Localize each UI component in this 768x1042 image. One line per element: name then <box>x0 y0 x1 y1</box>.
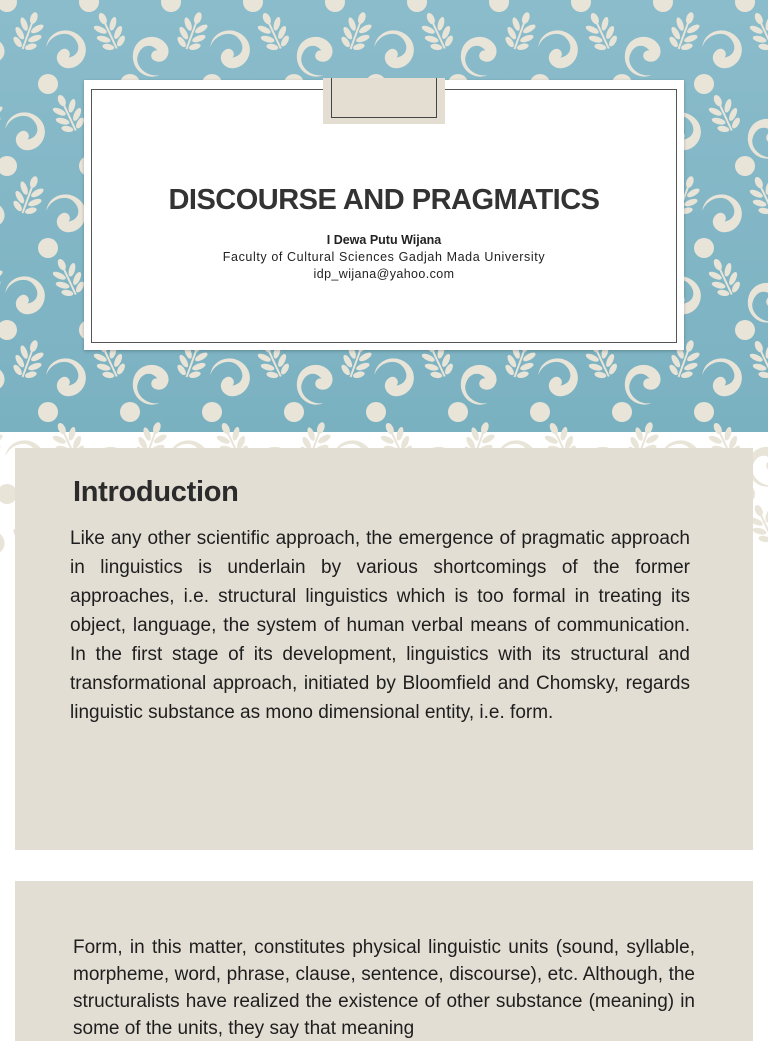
paisley-icon <box>0 30 11 82</box>
leaf-sprig-icon <box>742 7 768 56</box>
paisley-icon <box>0 522 11 574</box>
dot-icon <box>202 402 222 422</box>
dot-icon <box>38 74 58 94</box>
paisley-icon <box>2 105 52 157</box>
leaf-sprig-icon <box>664 7 706 55</box>
paisley-icon <box>289 30 339 82</box>
author-affiliation: Faculty of Cultural Sciences Gadjah Mada University <box>222 250 546 264</box>
dot-icon <box>735 0 755 12</box>
dot-icon <box>243 0 263 12</box>
leaf-sprig-icon <box>701 89 746 138</box>
dot-icon <box>407 0 427 12</box>
paisley-icon <box>125 358 175 410</box>
continuation-slide <box>15 881 753 1041</box>
dot-icon <box>284 402 304 422</box>
dot-icon <box>0 320 17 340</box>
leaf-sprig-icon <box>414 7 459 56</box>
title-meta <box>84 232 684 283</box>
paisley-icon <box>289 358 339 410</box>
dot-icon <box>612 402 632 422</box>
paisley-icon <box>125 30 175 82</box>
leaf-sprig-icon <box>742 171 768 220</box>
dot-icon <box>0 156 17 176</box>
paisley-icon <box>453 358 503 410</box>
paisley-icon <box>699 351 749 403</box>
paisley-icon <box>740 112 768 164</box>
dot-icon <box>325 0 345 12</box>
dot-icon <box>694 402 714 422</box>
paisley-icon <box>371 23 421 75</box>
dot-icon <box>735 320 755 340</box>
author-email: idp_wijana@yahoo.com <box>313 267 455 281</box>
dot-icon <box>366 402 386 422</box>
leaf-sprig-icon <box>0 253 9 301</box>
paisley-icon <box>43 351 93 403</box>
paisley-icon <box>740 276 768 328</box>
leaf-sprig-icon <box>0 417 9 465</box>
title-slide <box>0 0 768 432</box>
dot-icon <box>38 238 58 258</box>
dot-icon <box>38 402 58 422</box>
leaf-sprig-icon <box>172 7 214 55</box>
title-card-tab-frame <box>331 78 437 118</box>
leaf-sprig-icon <box>336 7 378 55</box>
paisley-icon <box>699 23 749 75</box>
title-card <box>84 80 684 350</box>
leaf-sprig-icon <box>701 253 746 302</box>
dot-icon <box>79 0 99 12</box>
dot-icon <box>120 402 140 422</box>
author-name: I Dewa Putu Wijana <box>326 233 442 247</box>
paisley-icon <box>207 351 257 403</box>
dot-icon <box>571 0 591 12</box>
dot-icon <box>448 402 468 422</box>
introduction-heading: Introduction <box>73 476 239 508</box>
introduction-body: Like any other scientific approach, the emergence of pragmatic approach in linguistics is underlain by various shortcomings of the former approaches, i.e. structural linguistics which is too formal in treating its object, language, the system of human verbal means of communication. In the first stage of its development, linguistics with its structural and transformational approach, initiated by Bloomfield and Chomsky, regards linguistic substance as mono dimensional entity, i.e. form. <box>70 528 690 723</box>
leaf-sprig-icon <box>742 335 768 384</box>
dot-icon <box>161 0 181 12</box>
leaf-sprig-icon <box>0 89 9 137</box>
paisley-icon <box>453 30 503 82</box>
dot-icon <box>735 156 755 176</box>
leaf-sprig-icon <box>86 7 131 56</box>
paisley-icon <box>699 187 749 239</box>
paisley-icon <box>535 23 585 75</box>
dot-icon <box>489 0 509 12</box>
leaf-sprig-icon <box>8 171 50 219</box>
paisley-icon <box>0 358 11 410</box>
dot-icon <box>694 74 714 94</box>
dot-icon <box>694 238 714 258</box>
introduction-slide <box>15 448 753 850</box>
paisley-icon <box>371 351 421 403</box>
leaf-sprig-icon <box>8 7 50 55</box>
dot-icon <box>653 0 673 12</box>
paisley-icon <box>0 194 11 246</box>
paisley-icon <box>535 351 585 403</box>
dot-icon <box>0 0 17 12</box>
paisley-icon <box>207 23 257 75</box>
leaf-sprig-icon <box>578 7 623 56</box>
paisley-icon <box>2 269 52 321</box>
title-card-tab <box>323 78 445 124</box>
paisley-icon <box>617 358 667 410</box>
leaf-sprig-icon <box>8 335 50 383</box>
slide-title: DISCOURSE AND PRAGMATICS <box>168 184 600 216</box>
leaf-sprig-icon <box>250 7 295 56</box>
continuation-body: Form, in this matter, constitutes physical linguistic units (sound, syllable, morpheme, word, phrase, clause, sentence, discourse), etc. Although, the structuralists have realized the existence of other substance (meaning) in some of the units, they say that meaning <box>73 937 695 1039</box>
paisley-icon <box>617 30 667 82</box>
dot-icon <box>530 402 550 422</box>
leaf-sprig-icon <box>500 7 542 55</box>
paisley-icon <box>43 23 93 75</box>
